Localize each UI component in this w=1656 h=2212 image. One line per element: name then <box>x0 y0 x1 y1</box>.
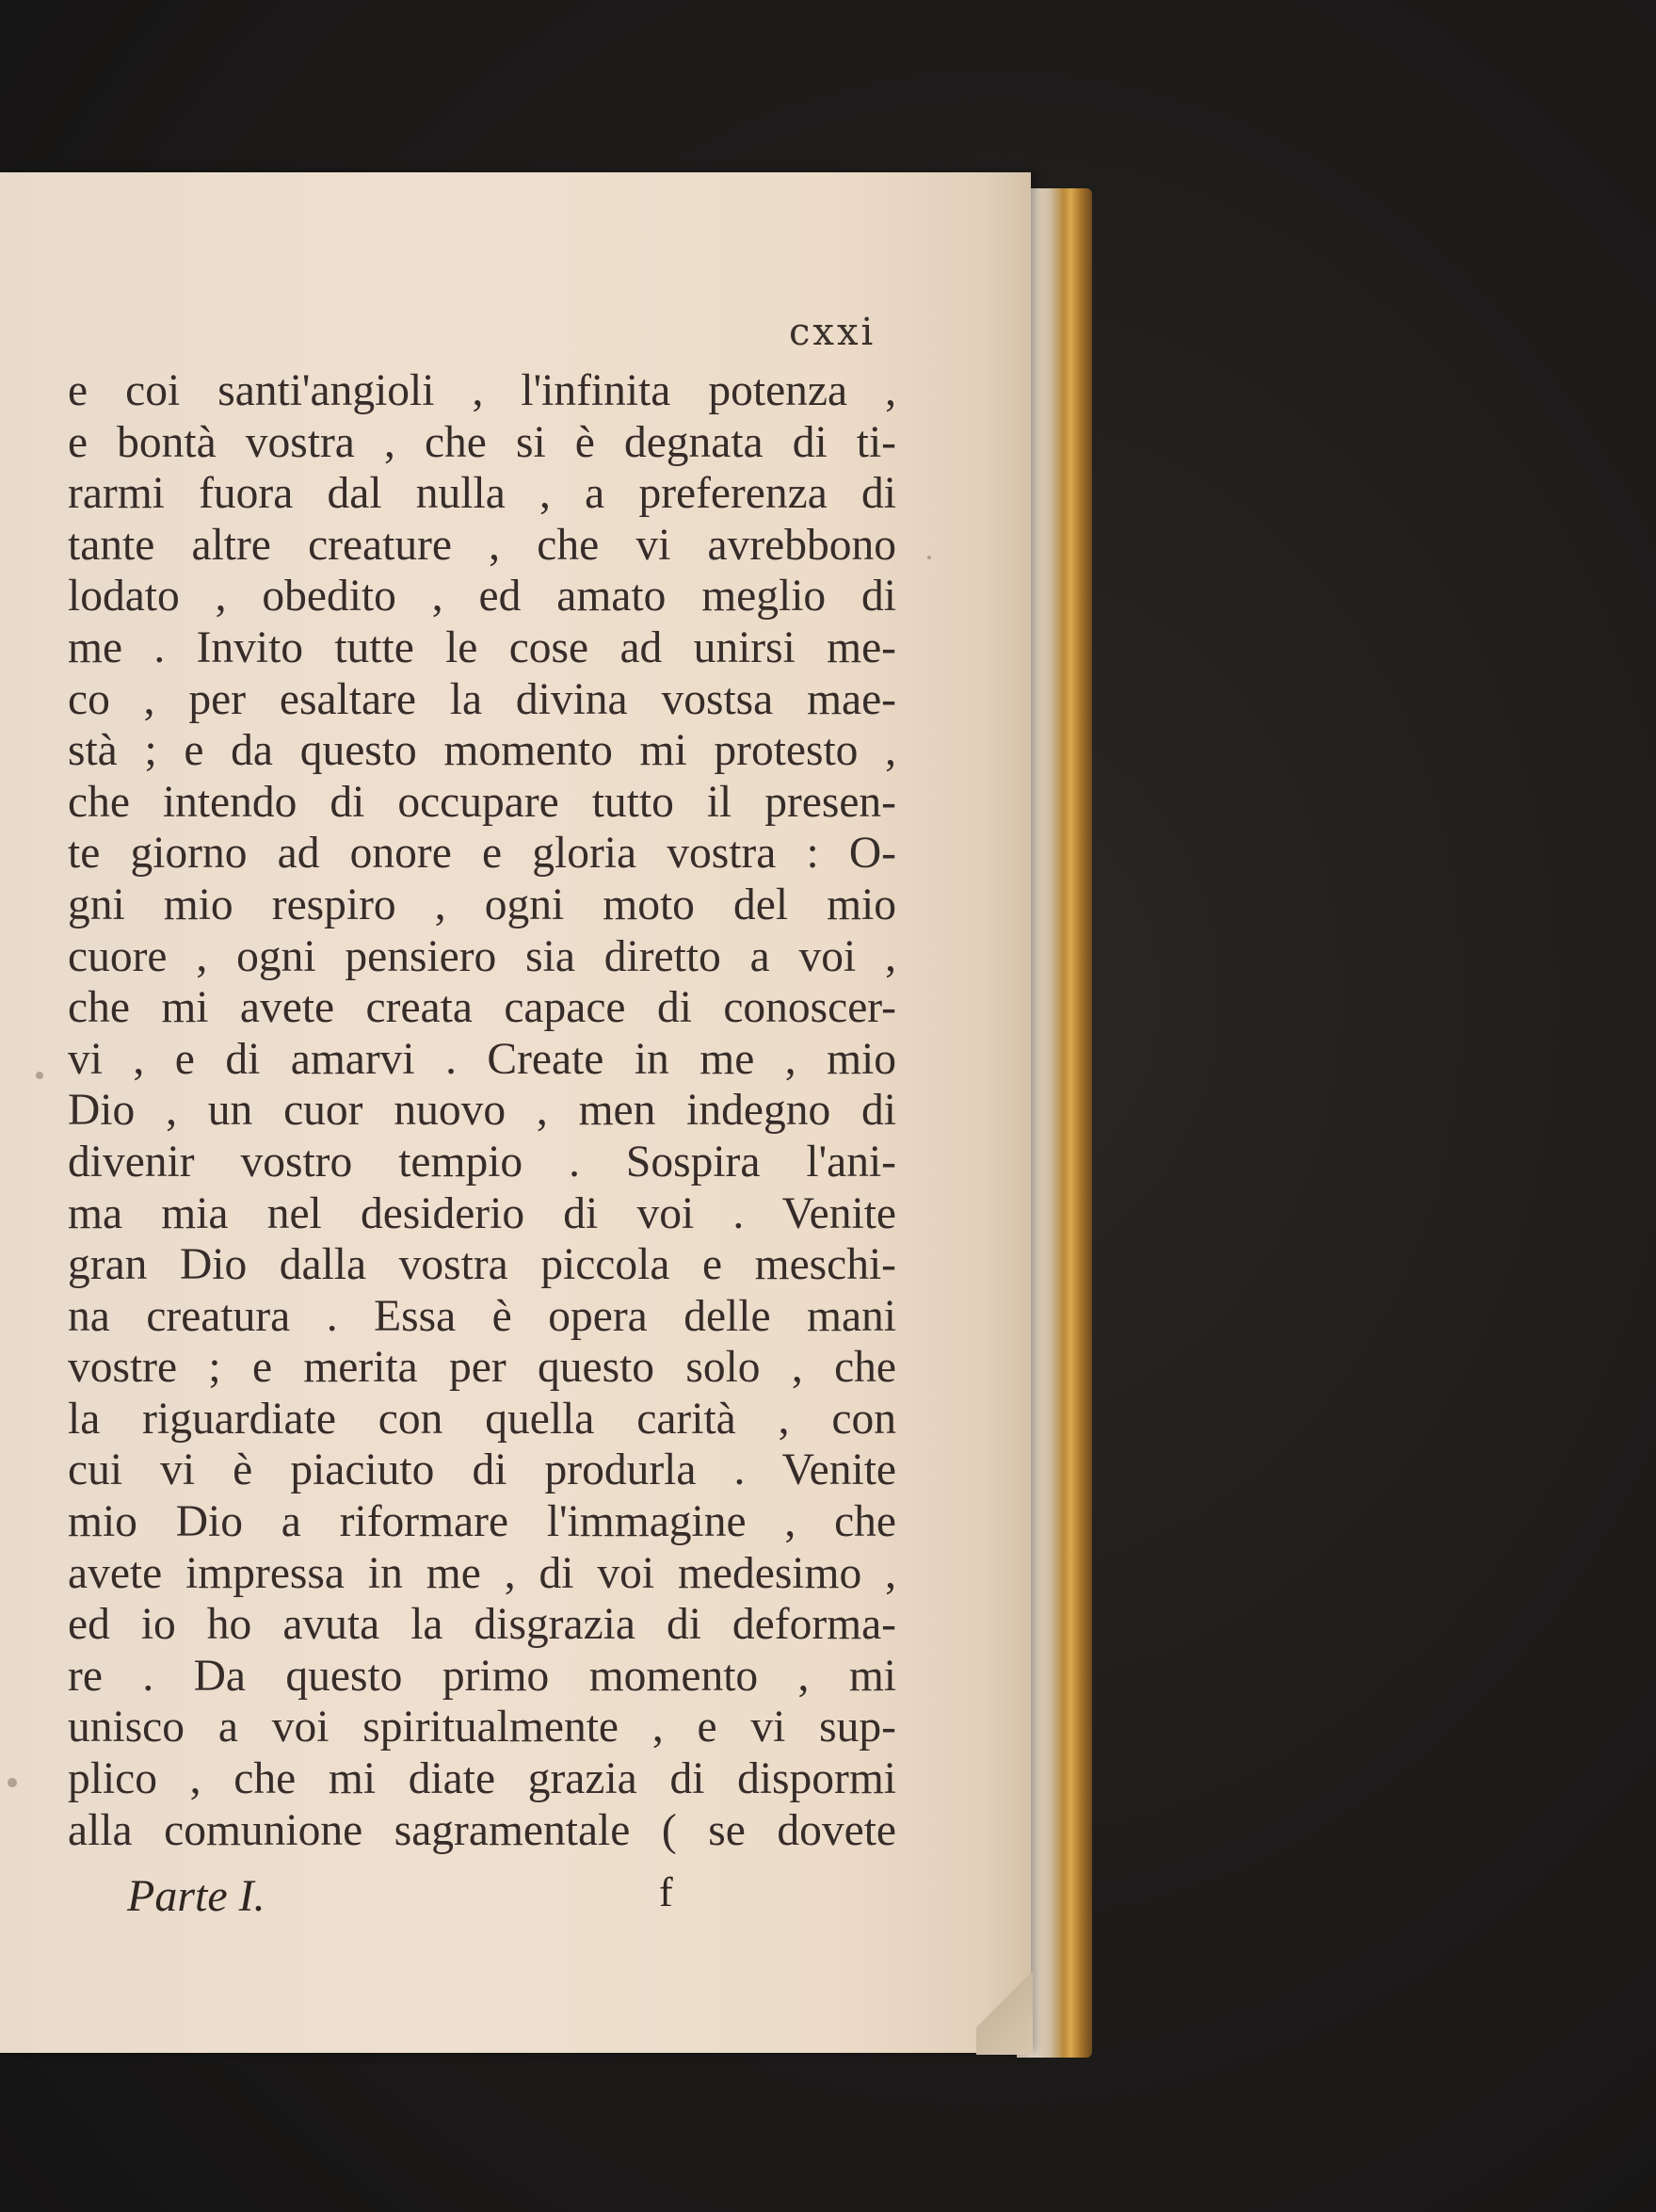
text-line: ma mia nel desiderio di voi . Venite <box>68 1188 896 1238</box>
text-line: mio Dio a riformare l'immagine , che <box>68 1497 896 1547</box>
text-line: tante altre creature , che vi avrebbono <box>68 520 896 570</box>
text-line: che intendo di occupare tutto il presen- <box>68 777 896 827</box>
text-line: vi , e di amarvi . Create in me , mio <box>68 1034 896 1084</box>
text-line: rarmi fuora dal nulla , a preferenza di <box>68 469 896 519</box>
text-line: lodato , obedito , ed amato meglio di <box>68 572 896 622</box>
text-line: na creatura . Essa è opera delle mani <box>68 1291 896 1341</box>
text-line: cuore , ogni pensiero sia diretto a voi , <box>68 931 896 981</box>
text-line: gran Dio dalla vostra piccola e meschi- <box>68 1240 896 1290</box>
signature-mark: Parte I. <box>127 1871 265 1921</box>
text-line: cui vi è piaciuto di produrla . Venite <box>68 1445 896 1495</box>
text-line: co , per esaltare la divina vostsa maе- <box>68 674 896 724</box>
text-line: te giorno ad onore e gloria vostra : O- <box>68 829 896 879</box>
text-line: stà ; e da questo momento mi protesto , <box>68 726 896 776</box>
text-line: che mi avete creata capace di conoscer- <box>68 983 896 1033</box>
text-line: ed io ho avuta la disgrazia di deforma- <box>68 1600 896 1650</box>
text-line: me . Invito tutte le cose ad unirsi me- <box>68 622 896 672</box>
paper-speck <box>927 556 931 559</box>
text-line: e bontà vostra , che si è degnata di ti- <box>68 417 896 467</box>
text-line: e coi santi'angioli , l'infinita potenza , <box>68 366 896 415</box>
gathering-letter: f <box>659 1869 673 1915</box>
text-line: avete impressa in me , di voi medesimo , <box>68 1548 896 1598</box>
text-line: gni mio respiro , ogni moto del mio <box>68 880 896 929</box>
text-line: plico , che mi diate grazia di dispormi <box>68 1754 896 1804</box>
text-line: la riguardiate con quella carità , con <box>68 1394 896 1444</box>
text-line: unisco a voi spiritualmente , e vi sup- <box>68 1703 896 1752</box>
text-line: vostre ; e merita per questo solo , che <box>68 1343 896 1393</box>
paper-speck <box>36 1072 43 1079</box>
text-line: divenir vostro tempio . Sospira l'ani- <box>68 1137 896 1187</box>
page-number: cxxi <box>789 311 876 354</box>
text-line: Dio , un cuor nuovo , men indegno di <box>68 1086 896 1136</box>
text-line: alla comunione sagramentale ( se dovete <box>68 1805 896 1855</box>
paper-speck <box>8 1778 17 1787</box>
page-body-text <box>68 365 896 1856</box>
text-line: re . Da questo primo momento , mi <box>68 1651 896 1701</box>
